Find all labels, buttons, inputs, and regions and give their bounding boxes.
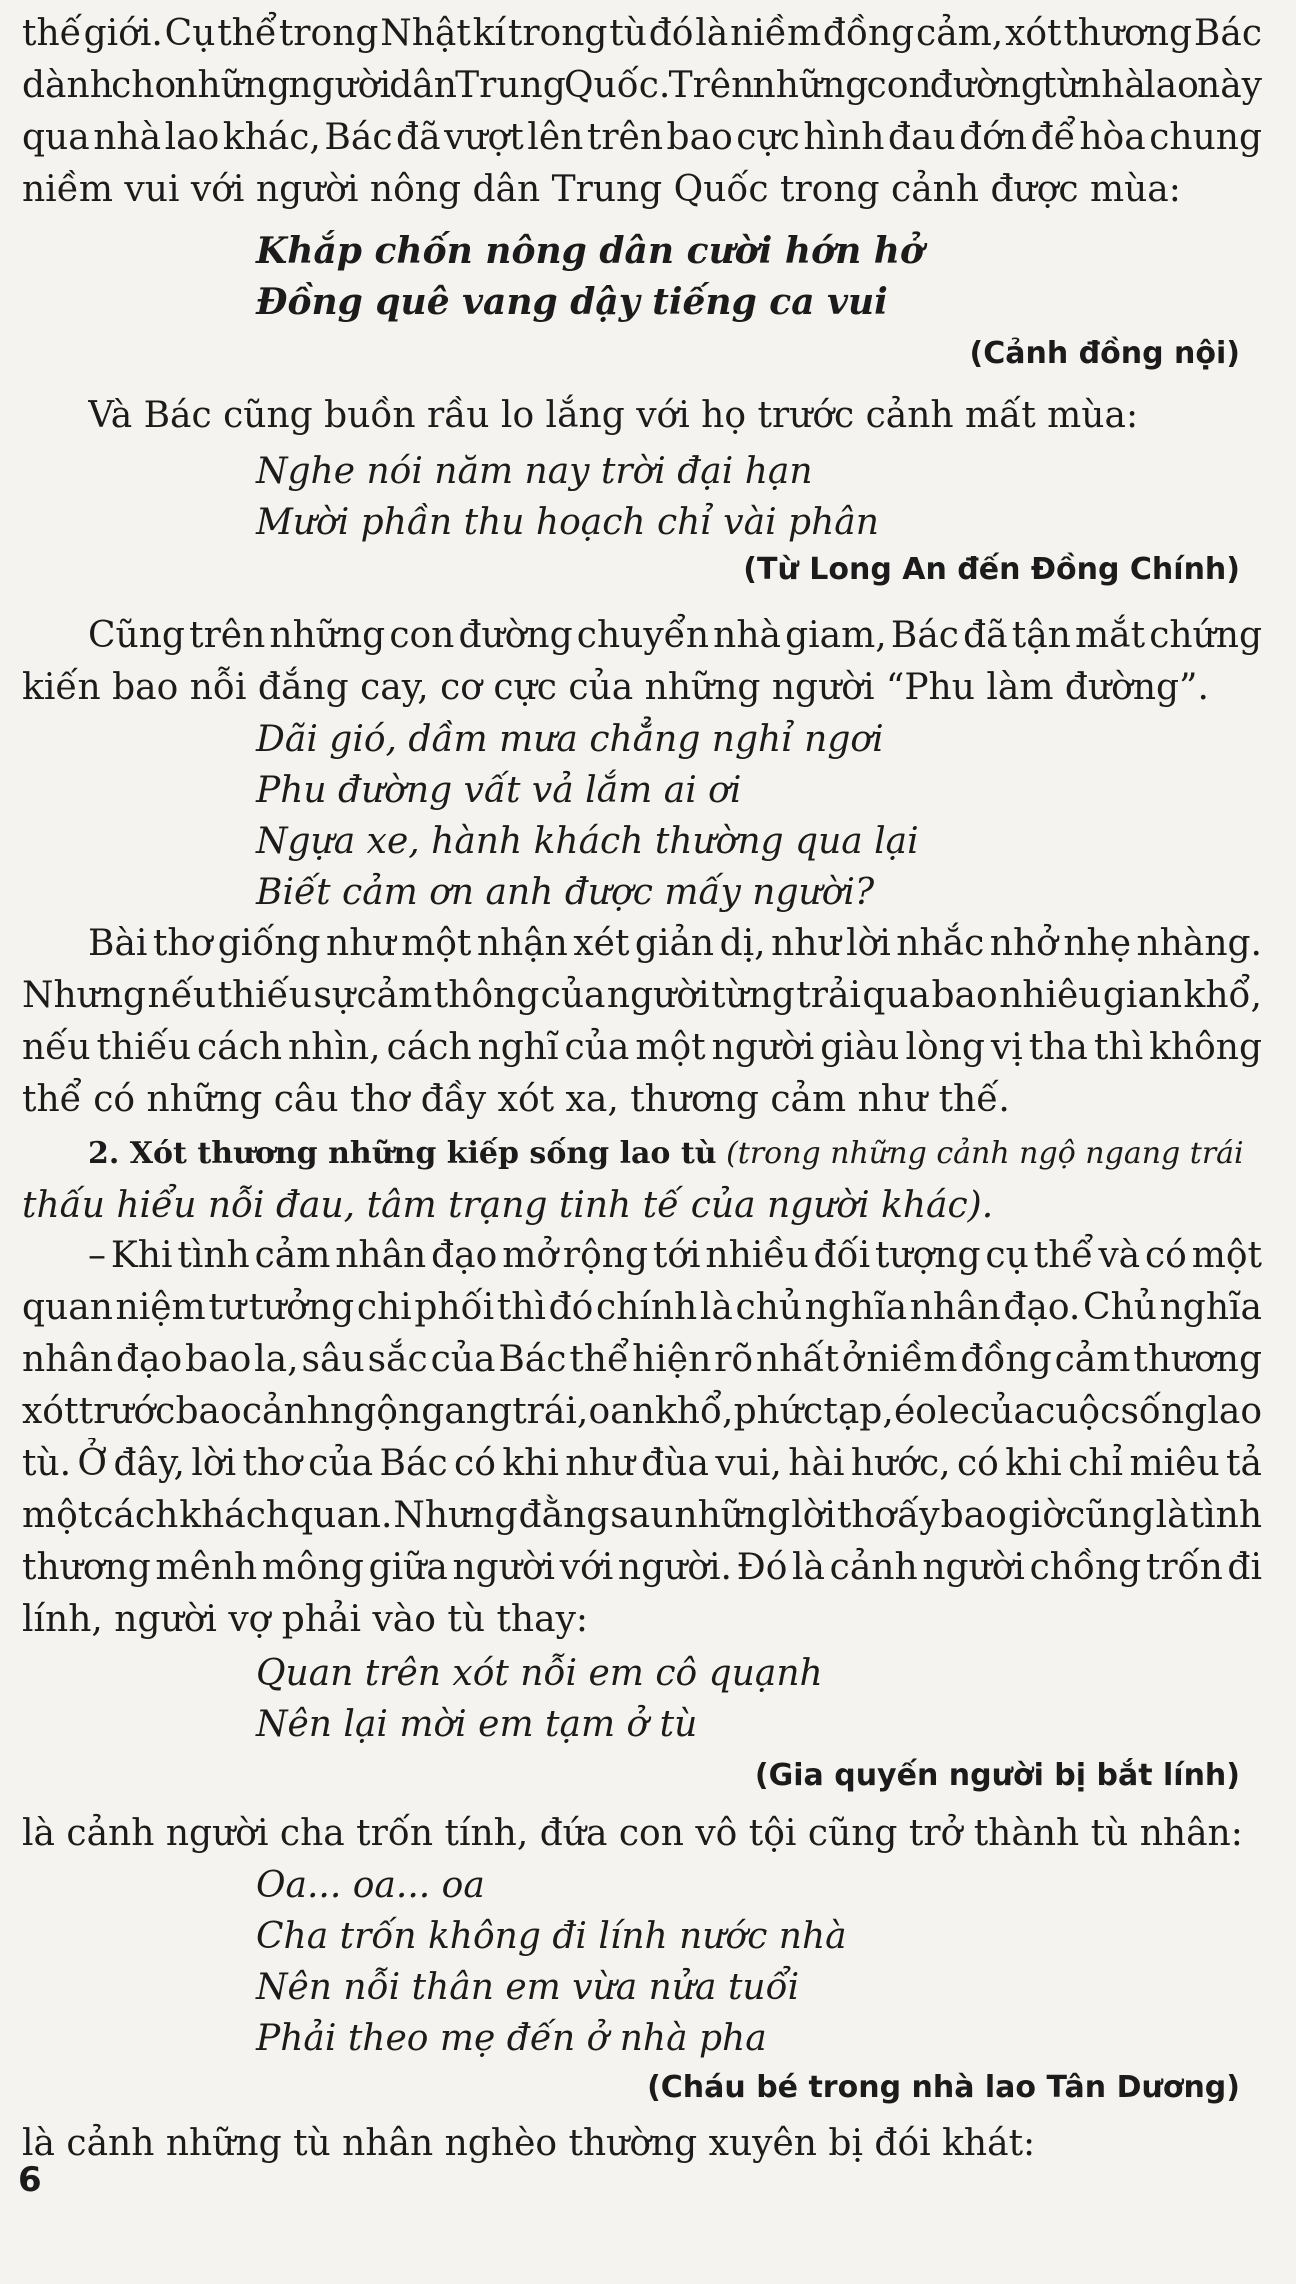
- text-line: là cảnh những tù nhân nghèo thường xuyên bị đói khát:: [22, 2123, 1036, 2164]
- verse-2: [256, 446, 1156, 548]
- text-line: kiến bao nỗi đắng cay, cơ cực của những người “Phu làm đường”.: [22, 667, 1209, 708]
- verse-line: Đồng quê vang dậy tiếng ca vui: [256, 281, 888, 323]
- text-line: lính, người vợ phải vào tù thay:: [22, 1599, 589, 1640]
- text-line: thể có những câu thơ đầy xót xa, thương cảm như thế.: [22, 1079, 1010, 1120]
- verse-4: [256, 1648, 1156, 1750]
- verse-5-caption: (Cháu bé trong nhà lao Tân Dương): [647, 2070, 1240, 2105]
- verse-4-caption: (Gia quyến người bị bắt lính): [754, 1758, 1240, 1793]
- text-line: là cảnh người cha trốn tính, đứa con vô tội cũng trở thành tù nhân:: [22, 1813, 1243, 1854]
- text-line: Nhưng nếu thiếu sự cảm thông của người từng trải qua bao nhiêu gian khổ,: [22, 975, 1262, 1016]
- paragraph-3: [22, 610, 1262, 714]
- verse-1: [256, 226, 1156, 328]
- verse-3: [256, 714, 1156, 918]
- verse-line: Nên nỗi thân em vừa nửa tuổi: [256, 1967, 800, 2008]
- text-line: Cũng trên những con đường chuyển nhà giam, Bác đã tận mắt chứng: [88, 615, 1262, 656]
- heading-note-cont: thấu hiểu nỗi đau, tâm trạng tinh tế của người khác).: [22, 1185, 994, 1226]
- verse-line: Nghe nói năm nay trời đại hạn: [256, 451, 813, 492]
- text-line: niềm vui với người nông dân Trung Quốc trong cảnh được mùa:: [22, 169, 1181, 210]
- paragraph-1: [22, 8, 1262, 216]
- verse-line: Phải theo mẹ đến ở nhà pha: [256, 2018, 767, 2059]
- paragraph-4: [22, 918, 1262, 1126]
- text-line: xót trước bao cảnh ngộ ngang trái, oan khổ, phức tạp, éo le của cuộc sống lao: [22, 1391, 1262, 1432]
- heading-line: [22, 1128, 1262, 1180]
- verse-line: Mười phần thu hoạch chỉ vài phân: [256, 502, 879, 543]
- text-line: nếu thiếu cách nhìn, cách nghĩ của một người giàu lòng vị tha thì không: [22, 1027, 1262, 1068]
- paragraph-7: [22, 1808, 1262, 1860]
- paragraph-6: [22, 1230, 1262, 1646]
- text-line: nhân đạo bao la, sâu sắc của Bác thể hiện rõ nhất ở niềm đồng cảm thương: [22, 1339, 1262, 1380]
- verse-line: Biết cảm ơn anh được mấy người?: [256, 872, 875, 913]
- verse-5: [256, 1860, 1156, 2064]
- text-line: Và Bác cũng buồn rầu lo lắng với họ trước cảnh mất mùa:: [88, 395, 1139, 436]
- heading-line: [22, 1180, 1262, 1232]
- section-heading-2: [22, 1128, 1262, 1232]
- text-line: tù. Ở đây, lời thơ của Bác có khi như đùa vui, hài hước, có khi chỉ miêu tả: [22, 1443, 1262, 1484]
- text-line: Bài thơ giống như một nhận xét giản dị, như lời nhắc nhở nhẹ nhàng.: [88, 923, 1262, 964]
- heading-note: (trong những cảnh ngộ ngang trái: [716, 1136, 1244, 1171]
- verse-line: Quan trên xót nỗi em cô quạnh: [256, 1653, 823, 1694]
- text-line: một cách khách quan. Nhưng đằng sau những lời thơ ấy bao giờ cũng là tình: [22, 1495, 1262, 1536]
- text-line: dành cho những người dân Trung Quốc. Trên những con đường từ nhà lao này: [22, 65, 1262, 106]
- verse-line: Dãi gió, dầm mưa chẳng nghỉ ngơi: [256, 719, 884, 760]
- verse-line: Ngựa xe, hành khách thường qua lại: [256, 821, 919, 862]
- text-line: qua nhà lao khác, Bác đã vượt lên trên bao cực hình đau đớn để hòa chung: [22, 117, 1262, 158]
- text-line: thế giới. Cụ thể trong Nhật kí trong tù đó là niềm đồng cảm, xót thương Bác: [22, 13, 1262, 54]
- verse-2-caption: (Từ Long An đến Đồng Chính): [743, 552, 1240, 587]
- verse-1-caption: (Cảnh đồng nội): [969, 336, 1240, 371]
- verse-line: Nên lại mời em tạm ở tù: [256, 1704, 698, 1745]
- paragraph-8: [22, 2118, 1262, 2170]
- page-number: 6: [18, 2160, 42, 2200]
- heading-number: 2. Xót thương những kiếp sống lao tù: [88, 1136, 717, 1171]
- text-line: thương mênh mông giữa người với người. Đó là cảnh người chồng trốn đi: [22, 1547, 1262, 1588]
- paragraph-2: [88, 390, 1268, 442]
- verse-line: Phu đường vất vả lắm ai ơi: [256, 770, 742, 811]
- text-line: – Khi tình cảm nhân đạo mở rộng tới nhiều đối tượng cụ thể và có một: [88, 1235, 1262, 1276]
- verse-line: Oa... oa... oa: [256, 1865, 485, 1906]
- text-line: quan niệm tư tưởng chi phối thì đó chính là chủ nghĩa nhân đạo. Chủ nghĩa: [22, 1287, 1262, 1328]
- verse-line: Cha trốn không đi lính nước nhà: [256, 1916, 847, 1957]
- verse-line: Khắp chốn nông dân cười hớn hở: [256, 230, 924, 272]
